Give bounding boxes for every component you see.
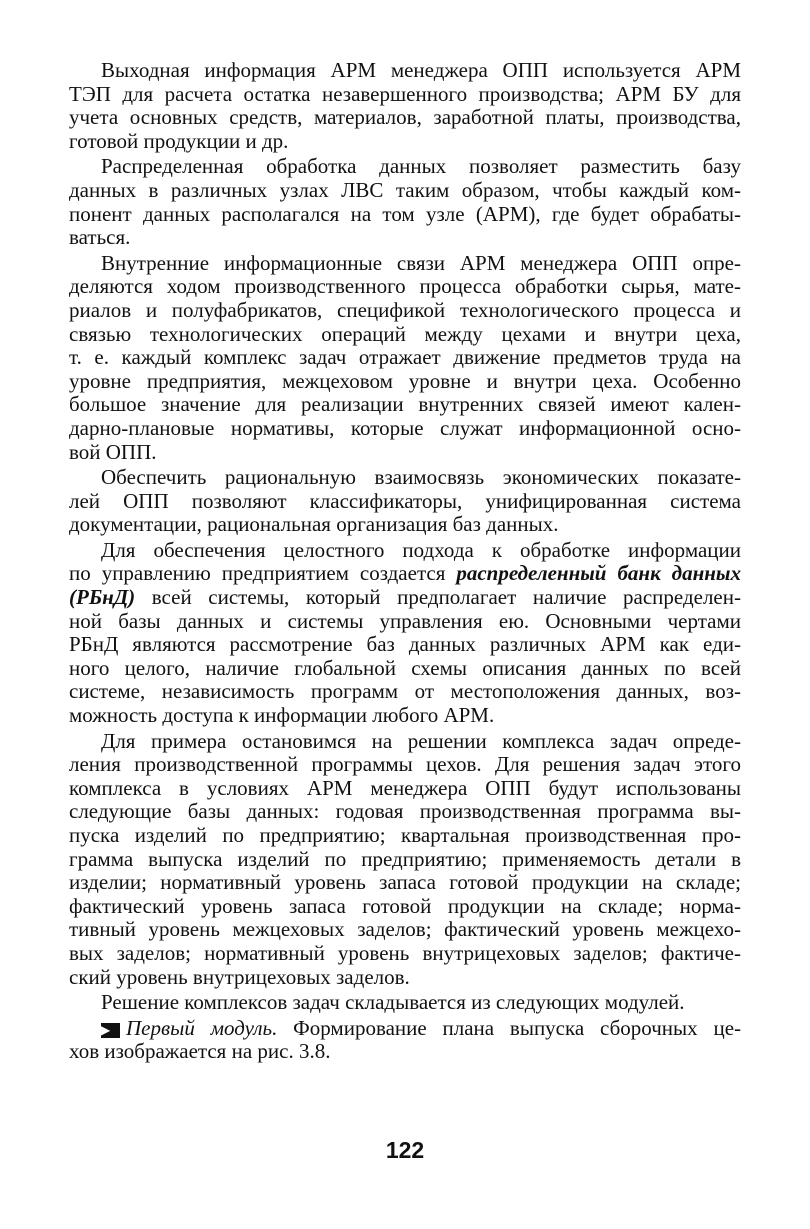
paragraph-8 — [69, 1017, 741, 1064]
text-line: риалов и полуфабрикатов, спецификой технологического процесса и — [69, 297, 741, 322]
paragraph-7 — [69, 991, 741, 1015]
text-line — [69, 1017, 741, 1041]
text-run: по управлению предприятием создается — [69, 561, 446, 586]
text-line: следующие базы данных: годовая производственная программа вы- — [69, 799, 741, 824]
text-line: фактический уровень запаса готовой продукции на складе; норма- — [69, 893, 741, 918]
text-line: готовой продукции и др. — [69, 128, 289, 153]
text-line: Внутренние информационные связи АРМ менеджера ОПП опре- — [101, 250, 741, 275]
text-line: комплекса в условиях АРМ менеджера ОПП будут использованы — [69, 775, 741, 800]
text-line: Выходная информация АРМ менеджера ОПП используется АРМ — [101, 58, 741, 82]
text-line: учета основных средств, материалов, заработной платы, производства, — [69, 105, 741, 130]
paragraph-2 — [69, 155, 741, 249]
text-line: ТЭП для расчета остатка незавершенного производства; АРМ БУ для — [69, 81, 741, 106]
text-line: документации, рациональная организация баз данных. — [69, 512, 559, 537]
text-line: дарно-плановые нормативы, которые служат информационной осно- — [69, 415, 741, 440]
text-line: тивный уровень межцеховых заделов; фактический уровень межцехо- — [69, 917, 741, 942]
text-line — [69, 562, 741, 586]
text-line: т. е. каждый комплекс задач отражает движение предметов труда на — [69, 345, 741, 370]
text-line: Распределенная обработка данных позволяет разместить базу — [101, 154, 741, 179]
text-line: данных в различных узлах ЛВС таким образом, чтобы каждый ком- — [69, 177, 741, 202]
text-line: ной базы данных и системы управления ею. Основными чертами — [69, 608, 741, 633]
text-line: лей ОПП позволяют классификаторы, унифицированная система — [69, 488, 741, 513]
text-line: вой ОПП. — [69, 439, 157, 464]
paragraph-1 — [69, 59, 741, 153]
text-line: ления производственной программы цехов. Для решения задач этого — [69, 752, 741, 777]
text-run: Формирование плана выпуска сборочных це- — [293, 1015, 742, 1040]
text-line: РБнД являются рассмотрение баз данных различных АРМ как еди- — [69, 632, 741, 657]
paragraph-4 — [69, 466, 741, 537]
text-line: пуска изделий по предприятию; квартальная производственная про- — [69, 823, 741, 847]
text-line: системе, независимость программ от местоположения данных, воз- — [69, 679, 741, 704]
text-line: большое значение для реализации внутренних связей имеют кален- — [69, 392, 741, 417]
term-abbreviation: (РБнД) — [69, 585, 136, 610]
text-line: ский уровень внутрицеховых заделов. — [69, 964, 410, 989]
module-title: Первый модуль. — [126, 1015, 278, 1040]
text-line: ного целого, наличие глобальной схемы описания данных по всей — [69, 655, 741, 680]
body-text — [69, 59, 741, 1064]
text-line: можность доступа к информации любого АРМ. — [69, 703, 495, 728]
text-line: ваться. — [69, 225, 131, 250]
text-line: вых заделов; нормативный уровень внутрицеховых заделов; фактиче- — [69, 940, 741, 965]
text-line: грамма выпуска изделий по предприятию; применяемость детали в — [69, 846, 741, 871]
text-line: уровне предприятия, межцеховом уровне и внутри цеха. Особенно — [69, 368, 741, 393]
text-line: Обеспечить рациональную взаимосвязь экономических показате- — [101, 465, 741, 490]
paragraph-5 — [69, 539, 741, 728]
text-line: Решение комплексов задач складывается из следующих модулей. — [101, 990, 685, 1015]
text-run: всей системы, который предполагает наличие распределен- — [151, 585, 741, 610]
text-line: изделии; нормативный уровень запаса готовой продукции на складе; — [69, 870, 741, 895]
paragraph-3 — [69, 252, 741, 464]
text-line — [69, 586, 741, 610]
text-line: хов изображается на рис. 3.8. — [69, 1039, 331, 1064]
paragraph-6 — [69, 730, 741, 990]
text-line: понент данных располагался на том узле (АРМ), где будет обрабаты- — [69, 201, 741, 226]
page-number: 122 — [385, 1137, 425, 1163]
text-line: Для примера остановимся на решении комплекса задач опреде- — [101, 728, 741, 753]
text-line: деляются ходом производственного процесса обработки сырья, мате- — [69, 274, 741, 299]
text-line: Для обеспечения целостного подхода к обработке информации — [101, 537, 741, 562]
arrow-right-box-icon: ▶ — [101, 1023, 120, 1038]
text-line: связью технологических операций между цехами и внутри цеха, — [69, 321, 741, 346]
term-distributed-data-bank: распределенный банк данных — [456, 561, 741, 586]
